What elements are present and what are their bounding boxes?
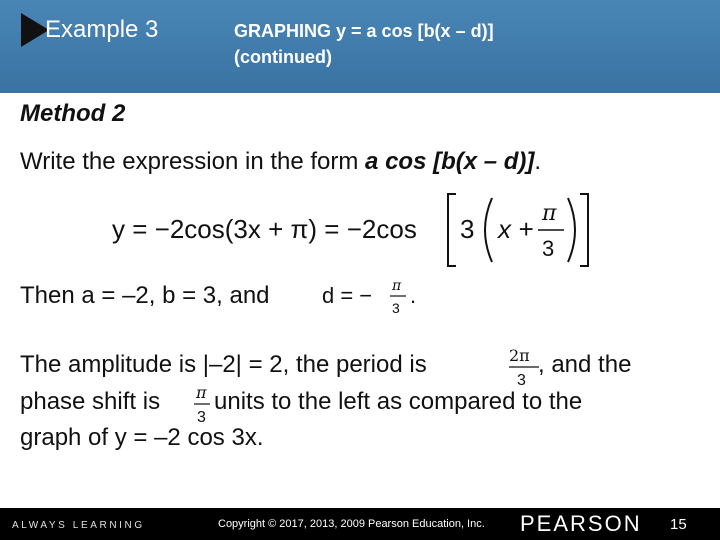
equation-inner: x + [498, 214, 534, 244]
equation-frac-num: π [542, 201, 557, 226]
d-lhs: d = − [322, 283, 373, 308]
phase-prefix: phase shift is [20, 388, 161, 415]
equation-coefficient: 3 [460, 214, 475, 244]
phase-suffix: units to the left as compared to the [214, 388, 583, 415]
title-equation: y = a cos [b(x – d)] [336, 21, 494, 41]
title-prefix: GRAPHING [234, 21, 337, 41]
slide-header [0, 0, 720, 93]
phase-shift-line [20, 388, 160, 416]
amplitude-line [20, 351, 427, 379]
example-label: Example 3 [45, 16, 159, 43]
page-number: 15 [670, 516, 687, 533]
d-frac-den: 3 [392, 300, 400, 316]
instruction-form: a cos [b(x – d)] [365, 148, 535, 175]
rewritten-equation [108, 188, 598, 272]
phase-frac-den: 3 [197, 409, 206, 426]
amplitude-suffix: , and the [538, 351, 632, 378]
d-value-expression [320, 272, 430, 318]
period-frac-num: 2π [509, 346, 530, 365]
equation-lhs: y = −2cos(3x + π) = −2cos [112, 214, 417, 244]
amplitude-text: The amplitude is |–2| = 2, the period is [20, 351, 427, 378]
d-frac-num: π [392, 278, 402, 294]
right-square-bracket [580, 194, 588, 266]
method-heading: Method 2 [20, 100, 126, 127]
instruction-suffix: . [534, 148, 542, 175]
d-post: . [410, 283, 417, 308]
instruction-text [20, 148, 541, 176]
instruction-prefix: Write the expression in the form [20, 148, 366, 175]
title-line-1 [234, 18, 494, 44]
right-paren [568, 198, 575, 262]
phase-frac-num: π [196, 383, 207, 402]
period-frac-den: 3 [517, 372, 526, 389]
parameter-values: Then a = –2, b = 3, and [20, 282, 270, 309]
slide-title [234, 18, 494, 70]
copyright-notice: Copyright © 2017, 2013, 2009 Pearson Education, Inc. [218, 518, 485, 530]
title-line-2: (continued) [234, 47, 332, 67]
left-paren [485, 198, 492, 262]
graph-reference: graph of y = –2 cos 3x. [20, 424, 264, 451]
always-learning-tagline: ALWAYS LEARNING [12, 520, 145, 531]
phase-fraction [188, 382, 216, 426]
left-square-bracket [448, 194, 456, 266]
equation-frac-den: 3 [542, 236, 555, 261]
pearson-logo: PEARSON [520, 511, 642, 536]
slide-footer [0, 508, 720, 540]
